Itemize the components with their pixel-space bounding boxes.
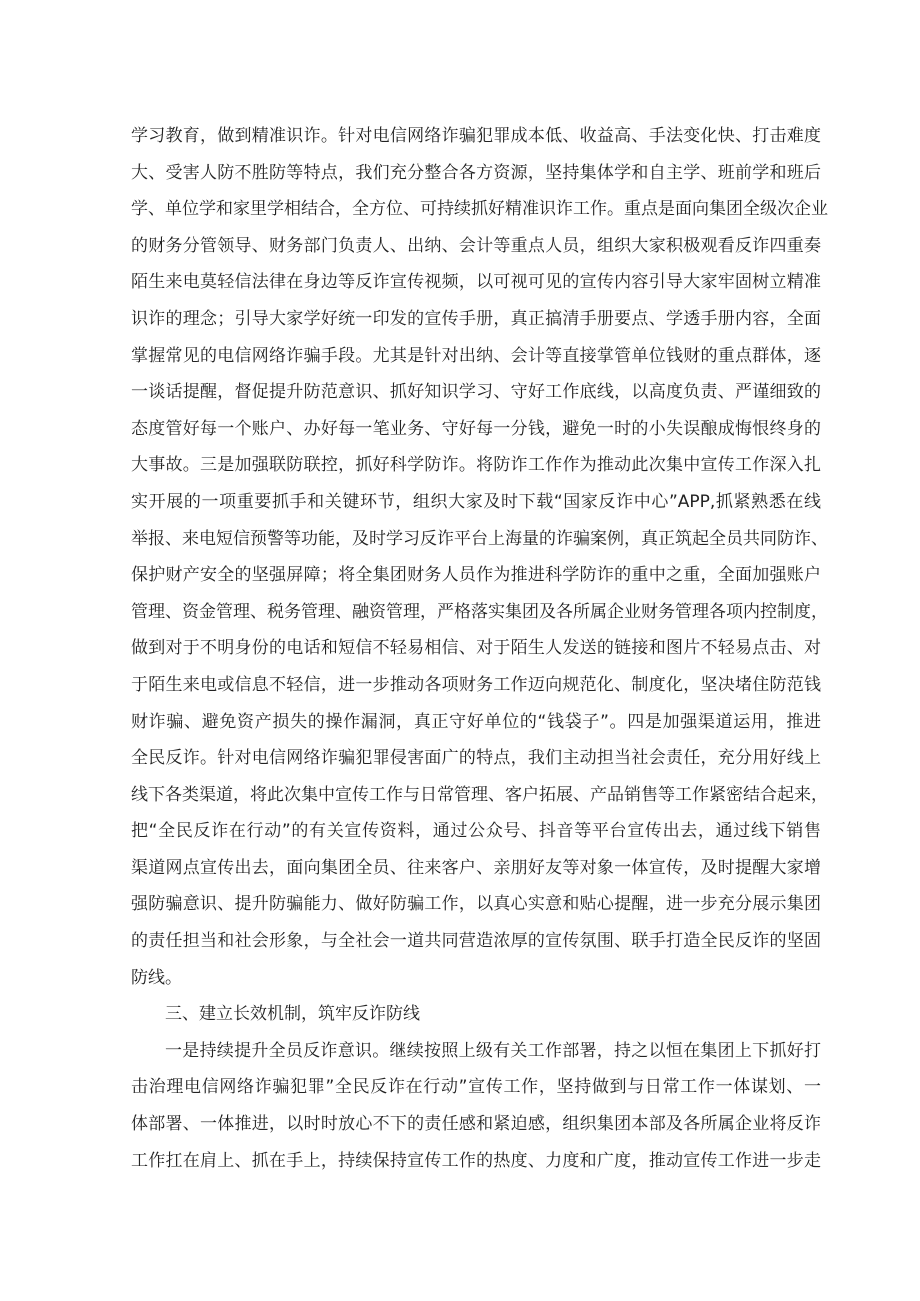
text-line: 于陌生来电或信息不轻信，进一步推动各项财务工作迈向规范化、制度化，坚决堵住防范钱 (131, 674, 821, 695)
text-line: 识诈的理念；引导大家学好统一印发的宣传手册，真正搞清手册要点、学透手册内容，全面 (131, 308, 821, 329)
text-line: 全民反诈。针对电信网络诈骗犯罪侵害面广的特点，我们主动担当社会责任，充分用好线上 (131, 748, 821, 769)
text-line: 一是持续提升全员反诈意识。继续按照上级有关工作部署，持之以恒在集团上下抓好打 (165, 1040, 821, 1061)
text-line: 举报、来电短信预警等功能，及时学习反诈平台上海量的诈骗案例，真正筑起全员共同防诈、 (131, 528, 828, 549)
section-heading-long-term-mechanism (131, 996, 821, 1033)
paragraph-study-and-prevention (131, 118, 828, 996)
text-line: 三、建立长效机制，筑牢反诈防线 (165, 1004, 420, 1025)
paragraph-raise-awareness (131, 1033, 821, 1179)
text-line: 工作扛在肩上、抓在手上，持续保持宣传工作的热度、力度和广度，推动宣传工作进一步走 (131, 1150, 821, 1171)
text-line: 一谈话提醒，督促提升防范意识、抓好知识学习、守好工作底线，以高度负责、严谨细致的 (131, 382, 821, 403)
text-line: 保护财产安全的坚强屏障；将全集团财务人员作为推进科学防诈的重中之重，全面加强账户 (131, 565, 821, 586)
text-line: 线下各类渠道，将此次集中宣传工作与日常管理、客户拓展、产品销售等工作紧密结合起来， (131, 784, 828, 805)
text-line: 大、受害人防不胜防等特点，我们充分整合各方资源，坚持集体学和自主学、班前学和班后 (131, 162, 821, 183)
text-line: 体部署、一体推进，以时时放心不下的责任感和紧迫感，组织集团本部及各所属企业将反诈 (131, 1114, 821, 1135)
text-line: 学、单位学和家里学相结合，全方位、可持续抓好精准识诈工作。重点是面向集团全级次企业 (131, 199, 828, 220)
text-line: 把“全民反诈在行动”的有关宣传资料，通过公众号、抖音等平台宣传出去，通过线下销售 (131, 821, 821, 842)
text-line: 大事故。三是加强联防联控，抓好科学防诈。将防诈工作作为推动此次集中宣传工作深入扎 (131, 455, 821, 476)
text-line: 陌生来电莫轻信法律在身边等反诈宣传视频，以可视可见的宣传内容引导大家牢固树立精准 (131, 272, 821, 293)
text-line: 击治理电信网络诈骗犯罪”全民反诈在行动”宣传工作，坚持做到与日常工作一体谋划、一 (131, 1077, 821, 1098)
text-line: 实开展的一项重要抓手和关键环节，组织大家及时下载“国家反诈中心”APP,抓紧熟悉在线 (131, 491, 821, 512)
text-line: 渠道网点宣传出去，面向集团全员、往来客户、亲朋好友等对象一体宣传，及时提醒大家增 (131, 857, 821, 878)
text-line: 强防骗意识、提升防骗能力、做好防骗工作，以真心实意和贴心提醒，进一步充分展示集团 (131, 894, 821, 915)
text-line: 财诈骗、避免资产损失的操作漏洞，真正守好单位的“钱袋子”。四是加强渠道运用，推进 (131, 711, 821, 732)
text-line: 态度管好每一个账户、办好每一笔业务、守好每一分钱，避免一时的小失误酿成悔恨终身的 (131, 418, 821, 439)
document-body (131, 118, 828, 1179)
text-line: 学习教育，做到精准识诈。针对电信网络诈骗犯罪成本低、收益高、手法变化快、打击难度 (131, 126, 821, 146)
text-line: 管理、资金管理、税务管理、融资管理，严格落实集团及各所属企业财务管理各项内控制度， (131, 601, 828, 622)
text-line: 防线。 (131, 967, 182, 988)
text-line: 的财务分管领导、财务部门负责人、出纳、会计等重点人员，组织大家积极观看反诈四重奏 (131, 235, 821, 256)
text-line: 做到对于不明身份的电话和短信不轻易相信、对于陌生人发送的链接和图片不轻易点击、对 (131, 638, 821, 659)
text-line: 掌握常见的电信网络诈骗手段。尤其是针对出纳、会计等直接掌管单位钱财的重点群体，逐 (131, 345, 821, 366)
text-line: 的责任担当和社会形象，与全社会一道共同营造浓厚的宣传氛围、联手打造全民反诈的坚固 (131, 931, 821, 952)
